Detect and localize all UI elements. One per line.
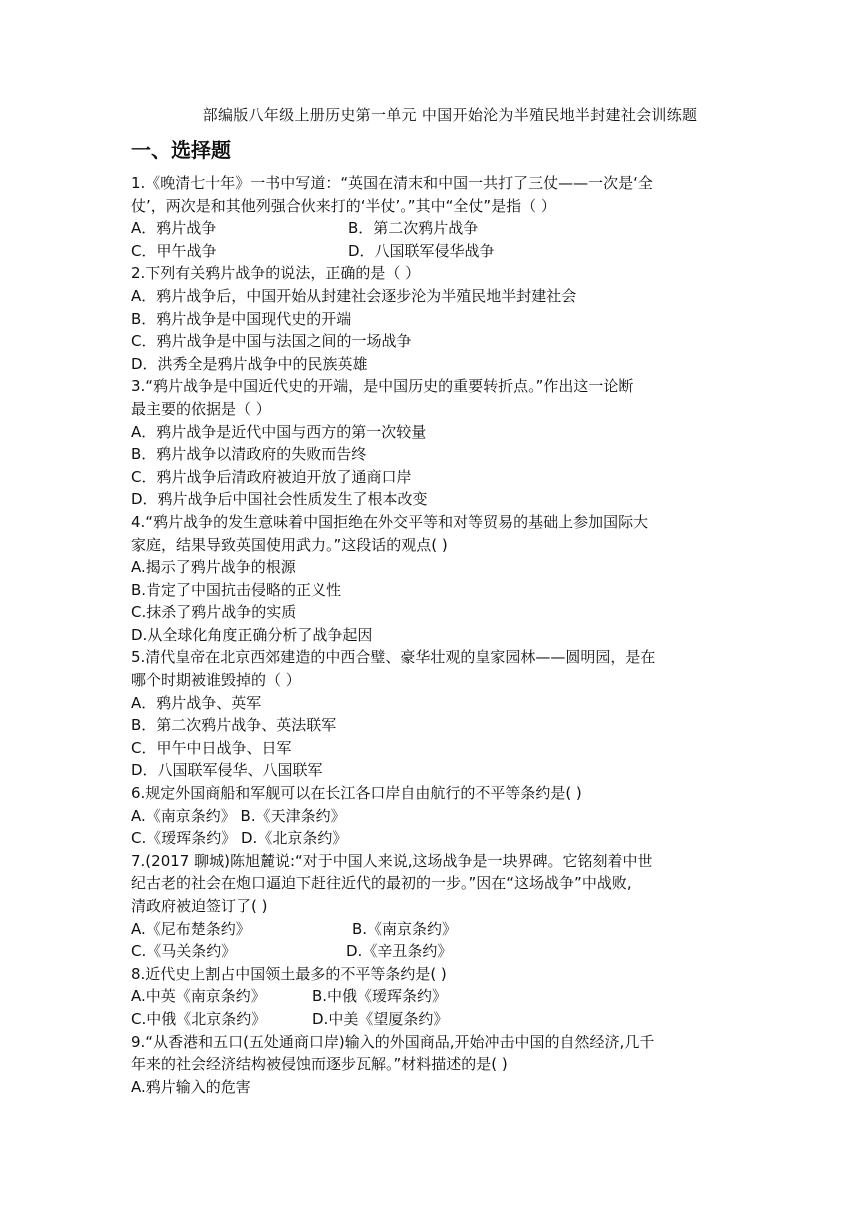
question-stem-line: 1.《晚清七十年》一书中写道：“英国在清末和中国一共打了三仗——一次是‘全 bbox=[131, 174, 653, 192]
option-a: A．鸦片战争是近代中国与西方的第一次较量 bbox=[131, 422, 427, 441]
option-c: C.中俄《北京条约》 bbox=[131, 1009, 267, 1028]
question-7 bbox=[131, 850, 731, 963]
question-2 bbox=[131, 262, 731, 375]
question-stem-line: 7.(2017 聊城)陈旭麓说:“对于中国人来说,这场战争是一块界碑。它铭刻着中世 bbox=[131, 851, 653, 870]
option-c: C．鸦片战争是中国与法国之间的一场战争 bbox=[131, 332, 412, 351]
question-stem-line: 3.“鸦片战争是中国近代史的开端，是中国历史的重要转折点。”作出这一论断 bbox=[131, 377, 634, 396]
option-row bbox=[131, 918, 731, 941]
question-3 bbox=[131, 375, 731, 511]
option-d: D．鸦片战争后中国社会性质发生了根本改变 bbox=[131, 490, 428, 509]
option-line: A.《南京条约》 B.《天津条约》 bbox=[131, 806, 346, 825]
option-c: C．甲午战争 bbox=[131, 241, 217, 260]
option-a: A.《尼布楚条约》 bbox=[131, 919, 251, 938]
option-d: D．洪秀全是鸦片战争中的民族英雄 bbox=[131, 354, 368, 373]
option-b: B.中俄《瑷珲条约》 bbox=[312, 987, 448, 1006]
option-a: A.揭示了鸦片战争的根源 bbox=[131, 558, 296, 577]
question-9 bbox=[131, 1031, 731, 1099]
option-a: A.中英《南京条约》 bbox=[131, 987, 266, 1006]
section-heading: 一、选择题 bbox=[131, 138, 231, 162]
option-row bbox=[131, 240, 731, 263]
question-stem-line: 仗’，两次是和其他列强合伙来打的‘半仗’。”其中“全仗”是指（ ） bbox=[131, 196, 556, 215]
option-c: C.《马关条约》 bbox=[131, 942, 237, 961]
option-d: D.从全球化角度正确分析了战争起因 bbox=[131, 625, 373, 644]
option-row bbox=[131, 940, 731, 963]
question-stem-line: 8.近代史上割占中国领土最多的不平等条约是( ) bbox=[131, 964, 447, 983]
option-d: D.中美《望厦条约》 bbox=[312, 1009, 449, 1028]
option-b: B．鸦片战争以清政府的失败而告终 bbox=[131, 445, 367, 464]
option-a: A．鸦片战争、英军 bbox=[131, 693, 262, 712]
question-stem-line: 家庭，结果导致英国使用武力。”这段话的观点( ) bbox=[131, 535, 448, 554]
question-stem-line: 年来的社会经济结构被侵蚀而逐步瓦解。”材料描述的是( ) bbox=[131, 1055, 508, 1074]
option-b: B．第二次鸦片战争、英法联军 bbox=[131, 716, 337, 735]
question-stem-line: 4.“鸦片战争的发生意味着中国拒绝在外交平等和对等贸易的基础上参加国际大 bbox=[131, 512, 649, 531]
question-stem-line: 9.“从香港和五口(五处通商口岸)输入的外国商品,开始冲击中国的自然经济,几千 bbox=[131, 1032, 655, 1051]
question-stem-line: 2.下列有关鸦片战争的说法，正确的是（ ） bbox=[131, 264, 421, 283]
question-stem-line: 哪个时期被谁毁掉的（ ） bbox=[131, 671, 301, 690]
option-b: B．鸦片战争是中国现代史的开端 bbox=[131, 309, 352, 328]
question-list bbox=[131, 172, 731, 1098]
option-a: A.鸦片输入的危害 bbox=[131, 1077, 251, 1096]
question-stem-line: 纪古老的社会在炮口逼迫下赶往近代的最初的一步。”因在“这场战争”中战败, bbox=[131, 874, 632, 893]
option-b: B.《南京条约》 bbox=[352, 919, 458, 938]
question-stem-line: 6.规定外国商船和军舰可以在长江各口岸自由航行的不平等条约是( ) bbox=[131, 784, 582, 803]
question-stem-line: 清政府被迫签订了( ) bbox=[131, 897, 268, 915]
question-8 bbox=[131, 963, 731, 1031]
option-a: A．鸦片战争后，中国开始从封建社会逐步沦为半殖民地半封建社会 bbox=[131, 286, 577, 305]
question-6 bbox=[131, 782, 731, 850]
option-line: C.《瑷珲条约》 D.《北京条约》 bbox=[131, 829, 348, 848]
question-4 bbox=[131, 511, 731, 647]
option-b: B．第二次鸦片战争 bbox=[348, 219, 479, 238]
option-c: C.抹杀了鸦片战争的实质 bbox=[131, 603, 297, 622]
option-row bbox=[131, 217, 731, 240]
option-row bbox=[131, 1008, 731, 1031]
option-d: D．八国联军侵华、八国联军 bbox=[131, 761, 323, 780]
option-d: D．八国联军侵华战争 bbox=[348, 241, 495, 260]
question-stem-line: 5.清代皇帝在北京西郊建造的中西合璧、豪华壮观的皇家园林——圆明园，是在 bbox=[131, 648, 656, 667]
question-5 bbox=[131, 646, 731, 782]
option-row bbox=[131, 985, 731, 1008]
question-1 bbox=[131, 172, 731, 262]
option-c: C．鸦片战争后清政府被迫开放了通商口岸 bbox=[131, 467, 412, 486]
option-d: D.《辛丑条约》 bbox=[346, 942, 453, 961]
document-title: 部编版八年级上册历史第一单元 中国开始沦为半殖民地半封建社会训练题 bbox=[202, 106, 698, 124]
option-b: B.肯定了中国抗击侵略的正义性 bbox=[131, 580, 342, 599]
question-stem-line: 最主要的依据是（ ） bbox=[131, 399, 271, 418]
option-c: C．甲午中日战争、日军 bbox=[131, 738, 292, 757]
option-a: A．鸦片战争 bbox=[131, 219, 217, 238]
